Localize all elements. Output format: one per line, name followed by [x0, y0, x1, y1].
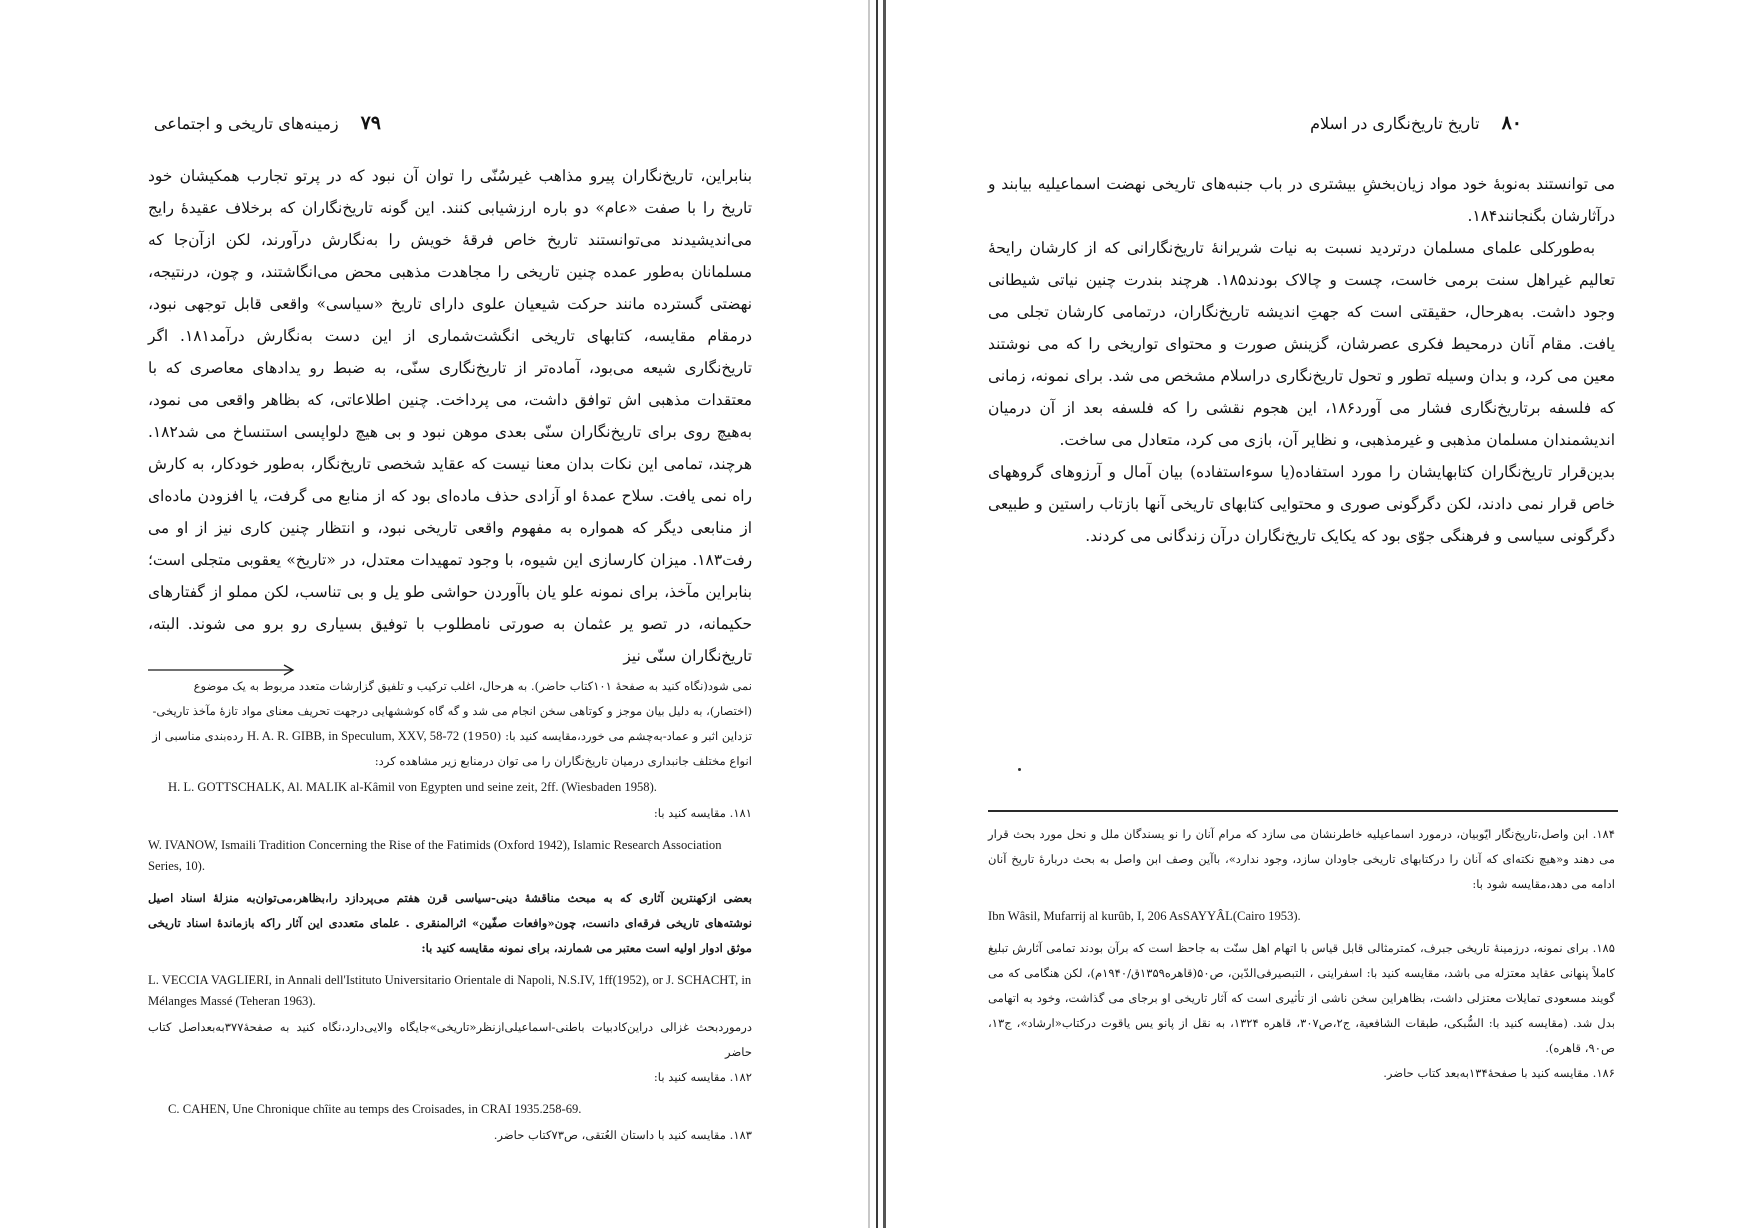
- footnotes: [988, 822, 1615, 1086]
- running-title: تاریخ تاریخ‌نگاری در اسلام: [1310, 114, 1480, 133]
- footnote-181-ghazali: درمورد‌بحث غزالی دراین‌کادبیات باطنی-اسماعیلی‌ازنظر«تاریخی»جایگاه والایی‌دارد،نگاه کنید به صفحهٔ۳۷۷به‌بعداصل کتاب حاضر: [148, 1020, 752, 1059]
- body-text: [148, 160, 752, 672]
- footnote-181-continued: بعضی ازکهنترین آثاری که به مبحث مناقشهٔ دینی-سیاسی قرن هفتم می‌پردازد را،بظاهر،می‌توان‌به منزلهٔ اسناد اصیل نوشته‌های تاریخی فرقه‌ای دانست، چون«وافعات صفّین» اثرالمنقری . علمای متعددی این آثار راکه بازماندهٔ اسناد تاریخی موثق ادوار اولیه است معتبر می شمارند، برای نمونه مقایسه کنید با:: [148, 891, 752, 955]
- page-header: [154, 112, 381, 134]
- book-gutter: [866, 0, 888, 1228]
- right-page: [888, 0, 1747, 1228]
- citation-gibb: H. A. R. GIBB, in Speculum, XXV, 58-72: [247, 729, 460, 743]
- citation-ibn-wasil: Ibn Wâsil, Mufarrij al kurûb, I, 206 AsSAYYÂL(Cairo 1953).: [988, 909, 1301, 923]
- paragraph: بنابراین، تاریخ‌نگاران پیرو مذاهب غیرسُنّی را توان آن نبود که در پرتو تجارب همکیشان خود تاریخ را با صفت «عام» دو باره ارزشیابی کنند. این گونه تاریخ‌نگاران که برخلاف عقیدهٔ رایج می‌اندیشیدند می‌توانستند تاریخ خاص فرقهٔ خویش را به‌نگارش درآورند، لکن ازآن‌جا که مسلمانان به‌طور عمده چنین تاریخی را مجاهدت مذهبی محض می‌انگاشتند، و چون، درنتیجه، نهضتی گسترده مانند حرکت شیعیان علوی دارای تاریخ «سیاسی» واقعی قابل توجهی نبود، درمقام مقایسه، کتابهای تاریخی انگشت‌شماری از این دست به‌نگارش درآمد۱۸۱. اگر تاریخ‌نگاری شیعه می‌بود، آماده‌تر از تاریخ‌نگاری سنّی، به ضبط رو یدادهای معاصری که با معتقدات مذهبی اش توافق داشت، می پرداخت. چنین اطلاعاتی، که بظاهر واقعی می نمود، به‌هیچ روی برای تاریخ‌نگاران سنّی بعدی موهن نبود و بی هیچ دلواپسی استنساخ می شد۱۸۲. هرچند، تمامی این نکات بدان معنا نیست که عقاید شخصی تاریخ‌نگار، به‌طور خودکار، به کارش راه نمی یافت. سلاح عمدهٔ او آزادی حذف ماده‌ای بود که از منابع می گرفت، یا افزودن ماده‌ای از منابعی دیگر که همواره به مفهوم واقعی تاریخی نبود، و انتظار چنین کاری نیز از او می رفت۱۸۳. میزان کارسازی این شیوه، با وجود تمهیدات معتدل، در «تاریخ» یعقوبی متجلی است؛ بنابراین مآخذ، برای نمونه علو یان باآوردن حواشی طو یل و بی تناسب، لکن مملو از گفتارهای حکیمانه، در تصو یر عثمان به صورتی نامطلوب با توفیق بسیاری رو برو می شوند. البته، تاریخ‌نگاران سنّی نیز: [148, 167, 752, 665]
- paragraph: به‌طورکلی علمای مسلمان درتردید نسبت به نیات شریرانهٔ تاریخ‌نگارانی که از کارشان رایحهٔ تعالیم غیراهل سنت برمی خاست، چست و چالاک بودند۱۸۵. هرچند بندرت چنین نیاتی شیطانی وجود داشت. به‌هرحال، حقیقتی است که جهتِ اندیشه تاریخ‌نگاران، درتمامی کارشان تجلی می یافت. مقام آنان درمحیط فکری عصرشان، گزینش صورت و محتوای تواریخی را که می نوشتند معین می کرد، و بدان وسیله تطور و تحول تاریخ‌نگاری دراسلام مشخص می شد. برای نمونه، زمانی که فلسفه برتاریخ‌نگاری فشار می آورد۱۸۶، این هجوم نقشی را که فلسفه بعد از آن درمیان اندیشمندان مسلمان مذهبی و غیرمذهبی، و نظایر آن، بازی می کرد، متعادل می ساخت.: [988, 239, 1616, 449]
- body-text: [988, 168, 1615, 552]
- citation-veccia: L. VECCIA VAGLIERI, in Annali dell'Istituto Universitario Orientale di Napoli, N.S.IV, 1ff(1952), or J. SCHACHT, in Mélanges Massé (Teheran 1963).: [148, 973, 752, 1008]
- footnote-181: ۱۸۱. مقایسه کنید با:: [653, 806, 752, 820]
- footnote-separator-rule: [988, 810, 1618, 812]
- page-number: ۸۰: [1501, 112, 1522, 134]
- citation-cahen: C. CAHEN, Une Chronique chîite au temps des Croisades, in CRAI 1935.258-69.: [168, 1102, 582, 1116]
- citation-ivanow: W. IVANOW, Ismaili Tradition Concerning the Rise of the Fatimids (Oxford 1942), Islamic Research Association Series, 10).: [148, 838, 722, 873]
- running-title: زمینه‌های تاریخی و اجتماعی: [153, 114, 339, 133]
- page-header: [1310, 112, 1522, 134]
- page-number: ۷۹: [360, 112, 381, 134]
- paragraph: می توانستند به‌نوبهٔ خود مواد زیان‌بخشِ بیشتری در باب جنبه‌های تاریخی نهضت اسماعیلیه بیابند و درآثارشان بگنجانند۱۸۴.: [988, 175, 1615, 225]
- footnotes: [148, 674, 752, 1148]
- paragraph: بدین‌قرار تاریخ‌نگاران کتابهایشان را مورد استفاده(یا سوءاستفاده) بیان آمال و آرزوهای گروههای خاص قرار نمی دادند، لکن دگرگونی صوری و محتوایی کتابهای تاریخی آنها بازتاب راستین و طبیعی دگرگونی سیاسی و فرهنگی جوّی بود که یکایک تاریخ‌نگاران درآن زندگانی می کردند.: [988, 463, 1615, 545]
- stray-mark: [1018, 768, 1021, 771]
- footnote-186: ۱۸۶. مقایسه کنید با صفحهٔ۱۳۴به‌بعد کتاب حاضر.: [1383, 1066, 1615, 1080]
- left-page: [0, 0, 866, 1228]
- footnote-185: ۱۸۵. برای نمونه، درزمینهٔ تاریخی جبرف، کمترمثالی قابل قیاس با اتهام اهل سنّت به جاحظ است که برآن بودند تمامی آثارش تبلیغ کاملاً پنهانی عقاید معتزله می باشد، مقایسه کنید با: اسفراینی ، التبصیرفی‌الدّین، ص۵۰(قاهره۱۳۵۹ق/۱۹۴۰م)، لکن هنگامی که می گویند مسعودی تمایلات معتزلی داشت، بظاهراین سخن ناشی از تأثیری است که آثار تاریخی او برجای می گذاشت، وخود به اتهامی بدل شد. (مقایسه کنید با: السُّبکی، طبقات الشافعیة، ج۲،ص۳۰۷، قاهره ۱۳۲۴، به نقل از پانو یس یاقوت درکتاب«ارشاد»، ج۱۳، ص۹۰، قاهره).: [988, 941, 1616, 1055]
- footnote-continuation: نمی شود(نگاه کنید به صفحهٔ ۱۰۱کتاب حاضر). به هرحال، اغلب ترکیب و تلفیق گزارشات متعدد مربوط به یک موضوع (اختصار)، به دلیل بیان موجز و کوتاهی سخن انجام می شد و گه گاه کوششهایی درجهت تحریف معنای مواد تازهٔ مآخذ تاریخی-تزداین اثبر و عماد-به‌چشم می خورد،مقایسه کنید با: (1950) H. A. R. GIBB, in Speculum, XXV, 58-72 رده‌بندی مناسبی از انواع مختلف جانبداری درمیان تاریخ‌نگاران را می توان درمنابع زیر مشاهده کرد:: [152, 679, 752, 768]
- citation-gottschalk: H. L. GOTTSCHALK, Al. MALIK al-Kâmil von Egypten und seine zeit, 2ff. (Wiesbaden 1958).: [168, 780, 657, 794]
- footnote-183: ۱۸۳. مقایسه کنید با داستان العُتقی، ص۷۳کتاب حاضر.: [493, 1128, 752, 1142]
- footnote-182: ۱۸۲. مقایسه کنید با:: [653, 1070, 752, 1084]
- footnote-184: ۱۸۴. ابن واصل،تاریخ‌نگار ایّوبیان، درمورد اسماعیلیه خاطرنشان می سازد که مرام آنان را نو یسندگان ملل و نحل مورد بحث قرار می دهند و«هیچ نکته‌ای که آنان را درکتابهای تاریخی جاودان سازد، وجود ندارد»، باآین وصف ابن واصل به بحث دربارهٔ تاریخ آنان ادامه می دهد،مقایسه شود با:: [988, 827, 1615, 891]
